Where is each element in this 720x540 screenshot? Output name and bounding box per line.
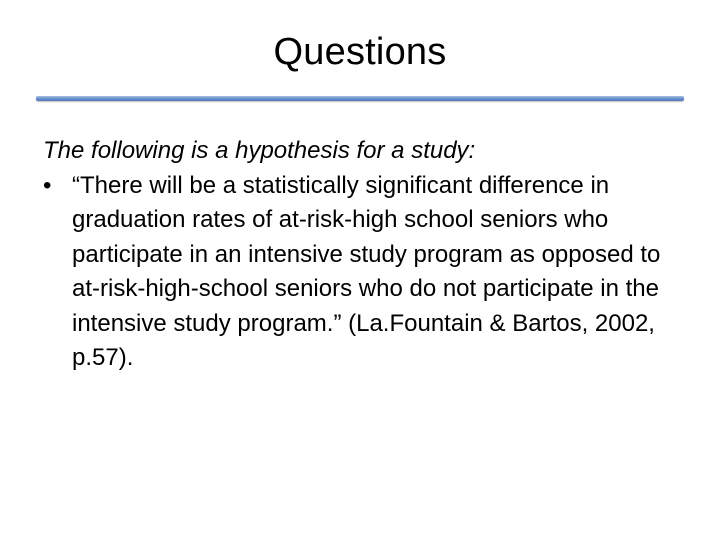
bullet-item (43, 169, 683, 376)
hypothesis-quote: “There will be a statistically significant difference in graduation rates of at-risk-high school seniors who participate in an intensive study program as opposed to at-risk-high-school seniors who do not participate in the intensive study program.” (La.Fountain & Bartos, 2002, p.57). (72, 171, 661, 371)
title-divider (36, 96, 684, 101)
slide-title: Questions (273, 31, 447, 73)
slide-body (43, 134, 683, 376)
bullet-icon: • (43, 171, 52, 199)
intro-text: The following is a hypothesis for a study: (43, 137, 476, 164)
